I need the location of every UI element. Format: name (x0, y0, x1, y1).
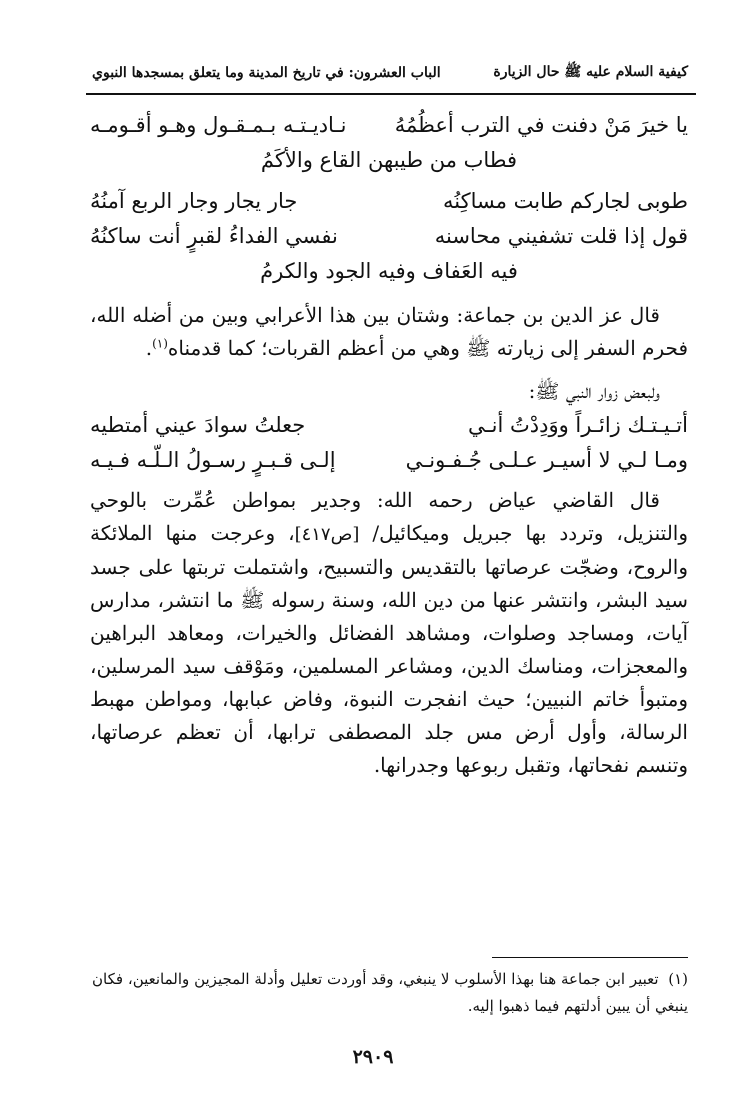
verse-line: فطاب من طيبهن القاع والأكَمُ (260, 148, 518, 172)
verse-line (90, 184, 688, 219)
main-text (90, 108, 688, 782)
header-chapter-title: كيفية السلام عليه ﷺ حال الزيارة (493, 64, 688, 80)
paragraph-qadi-iyad (90, 484, 688, 782)
footnote-text: تعبير ابن جماعة هنا بهذا الأسلوب لا ينبغي، وقد أوردت تعليل وأدلة المجيزين والمانعين، فكان ينبغي أن يبين أدلتهم فيما ذهبوا إليه. (92, 970, 688, 1015)
poem-intro (90, 375, 688, 408)
paragraph-text: قال القاضي عياض رحمه الله: وجدير بمواطن عُمِّرت بالوحي والتنزيل، وتردد بها جبريل وميكائيل/ (90, 488, 688, 545)
poem-second (90, 408, 688, 478)
verse-line (90, 219, 688, 254)
verse-line (90, 408, 688, 443)
paragraph-text: قال عز الدين بن جماعة: وشتان بين هذا الأعرابي وبين من أضله الله، فحرم السفر إلى زيارته ﷺ وهي من أعظم القربات؛ كما قدمناه (90, 303, 688, 360)
verse-hemistich: نـاديـتـه بـمـقـول وهـو أقـومـه (90, 113, 347, 137)
footnote-divider (492, 957, 688, 958)
poem-first (90, 108, 688, 289)
paragraph-ibn-jamaa (90, 299, 688, 365)
verse-hemistich: نفسي الفداءُ لقبرٍ أنت ساكنُهُ (90, 224, 338, 248)
verse-hemistich: إلـى قـبـرٍ رسـولُ الـلّـه فـيـه (90, 448, 336, 472)
verse-hemistich: قول إذا قلت تشفيني محاسنه (434, 224, 688, 248)
verse-hemistich: جار يجار وجار الربع آمنُهُ (90, 189, 298, 213)
footnote-marker: (١) (668, 970, 688, 988)
footnote-reference: (١) (152, 336, 168, 351)
page-number: ٢٩٠٩ (352, 1046, 394, 1068)
running-header (92, 60, 688, 86)
verse-line (90, 108, 688, 143)
verse-hemistich: طوبى لجاركم طابت مساكِنُه (443, 189, 688, 213)
poem-intro-text: ولبعض زوار النبي ﷺ: (528, 379, 660, 403)
verse-hemistich: ومـا لـي لا أسيـر عـلـى جُـفـونـي (405, 448, 688, 472)
page-reference-marker: [ص٤١٧] (294, 524, 360, 545)
verse-hemistich: يا خيرَ مَنْ دفنت في الترب أعظُمُهُ (394, 113, 688, 137)
header-section-title: الباب العشرون: في تاريخ المدينة وما يتعلق بمسجدها النبوي (92, 65, 441, 81)
verse-hemistich: أتـيـتـك زائـراً ووَدِدْتُ أنـي (467, 413, 688, 437)
footnote (92, 966, 688, 1020)
paragraph-end: . (145, 336, 153, 360)
verse-hemistich: جعلتُ سوادَ عيني أمتطيه (90, 413, 306, 437)
verse-line: فيه العَفاف وفيه الجود والكرمُ (260, 259, 518, 283)
paragraph-text: ، وعرجت منها الملائكة والروح، وضجّت عرصاتها بالتقديس والتسبيح، واشتملت تربتها على جسد سيد البشر، وانتشر عنها من دين الله، وسنة رسوله ﷺ ما انتشر، مدارس آيات، ومساجد وصلوات، ومشاهد الفضائل والخيرات، ومعاهد البراهين والمعجزات، ومناسك الدين، ومشاعر المسلمين، ومَوْقف سيد المرسلين، ومتبوأ خاتم النبيين؛ حيث انفجرت النبوة، وفاض عبابها، ومواطن مهبط الرسالة، وأول أرض مس جلد المصطفى ترابها، أن تعظم عرصاتها، وتنسم نفحاتها، وتقبل ربوعها وجدرانها. (90, 521, 688, 777)
verse-line (90, 443, 688, 478)
header-divider (86, 93, 696, 95)
